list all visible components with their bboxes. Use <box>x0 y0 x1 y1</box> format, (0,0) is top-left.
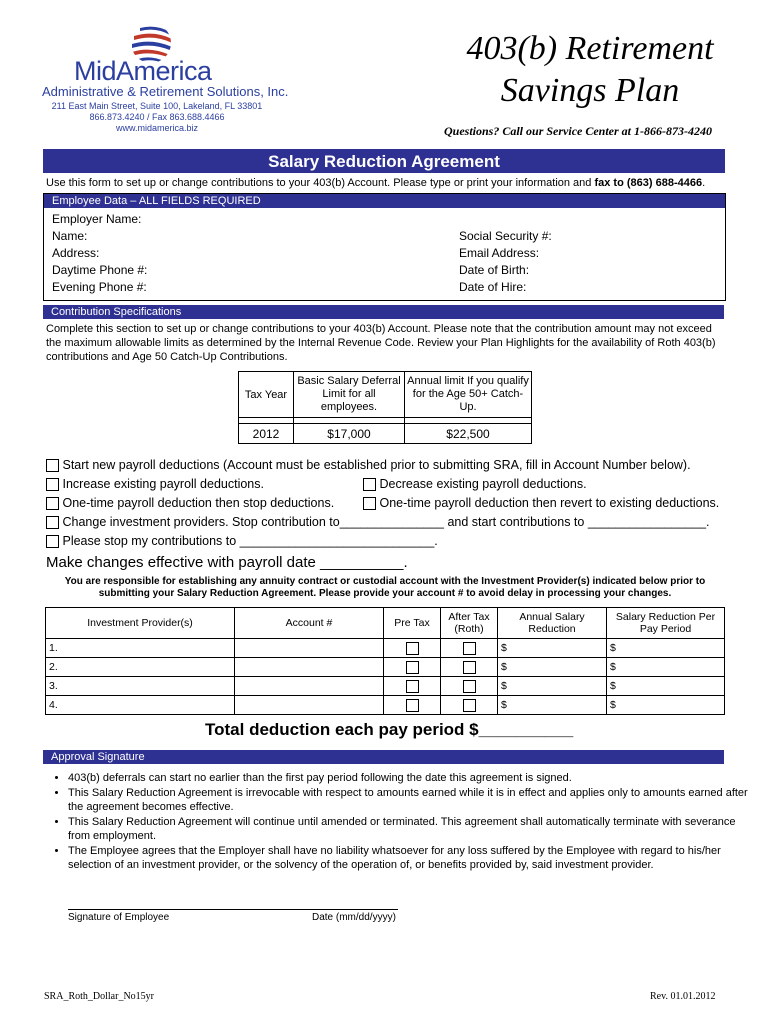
list-item: • The Employee agrees that the Employer shall have no liability whatsoever for any loss suffered by the Employee with regard to his/her selection of an investment provider, or the solvency of the operation of, or benefits provided by, said investment provider. <box>68 844 748 872</box>
start-deductions-checkbox[interactable] <box>46 459 59 472</box>
period-amount-cell[interactable]: $ <box>607 677 725 696</box>
intro-end: . <box>702 177 706 189</box>
plan-title <box>440 28 740 112</box>
annual-amount-cell[interactable]: $ <box>498 639 607 658</box>
date-label: Date (mm/dd/yyyy) <box>312 912 396 923</box>
hire-date-field[interactable]: Date of Hire: <box>459 280 527 294</box>
address-field[interactable]: Address: <box>52 246 100 260</box>
intro-text <box>46 177 705 189</box>
aftertax-checkbox[interactable] <box>463 680 476 693</box>
annual-reduction-header: Annual Salary Reduction <box>498 608 607 639</box>
aftertax-checkbox[interactable] <box>463 699 476 712</box>
catchup-limit-value: $22,500 <box>405 424 532 444</box>
list-item: • 403(b) deferrals can start no earlier than the first pay period following the date this agreement is signed. <box>68 771 748 785</box>
increase-checkbox[interactable] <box>46 478 59 491</box>
stop-contributions-label: Please stop my contributions to ____________________________. <box>62 534 438 548</box>
account-cell[interactable] <box>235 696 384 715</box>
contribution-limits-table <box>238 371 532 444</box>
catchup-limit-header: Annual limit If you qualify for the Age 50+ Catch-Up. <box>405 372 532 418</box>
approval-terms-list <box>46 771 748 873</box>
dob-field[interactable]: Date of Birth: <box>459 263 530 277</box>
basic-limit-header: Basic Salary Deferral Limit for all employees. <box>294 372 405 418</box>
plan-title-line1: 403(b) Retirement <box>466 30 714 67</box>
period-amount-cell[interactable]: $ <box>607 639 725 658</box>
contribution-header: Contribution Specifications <box>43 305 724 319</box>
approval-header: Approval Signature <box>43 750 724 764</box>
company-website: www.midamerica.biz <box>115 123 199 133</box>
onetime-stop-label: One-time payroll deduction then stop deductions. <box>62 496 335 510</box>
employee-data-header: Employee Data – ALL FIELDS REQUIRED <box>44 194 725 208</box>
annual-amount-cell[interactable]: $ <box>498 677 607 696</box>
service-center-line: Questions? Call our Service Center at 1-866-873-4240 <box>444 124 713 138</box>
account-cell[interactable] <box>235 639 384 658</box>
ssn-field[interactable]: Social Security #: <box>459 229 552 243</box>
change-providers-checkbox[interactable] <box>46 516 59 529</box>
pretax-checkbox[interactable] <box>406 699 419 712</box>
onetime-stop-checkbox[interactable] <box>46 497 59 510</box>
annual-amount-cell[interactable]: $ <box>498 696 607 715</box>
period-amount-cell[interactable]: $ <box>607 658 725 677</box>
email-field[interactable]: Email Address: <box>459 246 540 260</box>
payroll-options <box>46 456 736 551</box>
per-period-header: Salary Reduction Per Pay Period <box>607 608 725 639</box>
account-header: Account # <box>235 608 384 639</box>
row-number[interactable]: 3. <box>46 677 235 696</box>
pretax-checkbox[interactable] <box>406 661 419 674</box>
pretax-checkbox[interactable] <box>406 642 419 655</box>
intro-fax: fax to (863) 688-4466 <box>594 177 703 189</box>
revision-date: Rev. 01.01.2012 <box>650 991 716 1002</box>
signature-label: Signature of Employee <box>68 912 170 923</box>
table-row <box>46 677 725 696</box>
decrease-label: Decrease existing payroll deductions. <box>379 477 587 491</box>
intro-main: Use this form to set up or change contributions to your 403(b) Account. Please type or print your information and <box>46 177 595 189</box>
pretax-header: Pre Tax <box>384 608 441 639</box>
row-number[interactable]: 2. <box>46 658 235 677</box>
provider-header: Investment Provider(s) <box>46 608 235 639</box>
increase-label: Increase existing payroll deductions. <box>62 477 264 491</box>
row-number[interactable]: 1. <box>46 639 235 658</box>
plan-title-line2: Savings Plan <box>500 72 680 109</box>
form-title-banner: Salary Reduction Agreement <box>43 149 725 173</box>
decrease-checkbox[interactable] <box>363 478 376 491</box>
effective-date-line[interactable]: Make changes effective with payroll date __________. <box>46 554 408 571</box>
company-address: 211 East Main Street, Suite 100, Lakeland, FL 33801 <box>51 101 263 111</box>
contribution-paragraph: Complete this section to set up or change contributions to your 403(b) Account. Please note that the contribution amount may not exceed the maximum allowable limits as determined by the Internal Revenue Code. Review your Plan Highlights for the availability of Roth 403(b) contributions and Age 50 Catch-Up Contributions. <box>46 323 716 363</box>
daytime-phone-field[interactable]: Daytime Phone #: <box>52 263 148 277</box>
investment-provider-table <box>45 607 725 715</box>
employer-name-field[interactable]: Employer Name: <box>52 212 142 226</box>
company-logo-subtitle: Administrative & Retirement Solutions, Inc. <box>42 84 289 99</box>
total-deduction-line[interactable]: Total deduction each pay period $__________ <box>205 720 574 739</box>
aftertax-checkbox[interactable] <box>463 642 476 655</box>
onetime-revert-label: One-time payroll deduction then revert to existing deductions. <box>379 496 720 510</box>
basic-limit-value: $17,000 <box>294 424 405 444</box>
table-row <box>46 639 725 658</box>
table-row <box>46 696 725 715</box>
evening-phone-field[interactable]: Evening Phone #: <box>52 280 147 294</box>
pretax-checkbox[interactable] <box>406 680 419 693</box>
form-code: SRA_Roth_Dollar_No15yr <box>44 991 154 1002</box>
row-number[interactable]: 4. <box>46 696 235 715</box>
account-cell[interactable] <box>235 677 384 696</box>
annual-amount-cell[interactable]: $ <box>498 658 607 677</box>
change-providers-label: Change investment providers. Stop contribution to_______________ and start contributions to _________________. <box>62 515 710 529</box>
employee-data-section <box>43 193 726 301</box>
list-item: • This Salary Reduction Agreement will continue until amended or terminated. This agreement shall automatically terminate with severance from employment. <box>68 815 748 843</box>
name-field[interactable]: Name: <box>52 229 88 243</box>
table-row <box>46 658 725 677</box>
list-item: • This Salary Reduction Agreement is irrevocable with respect to amounts earned while it is in effect and applies only to amounts earned after the agreement becomes effective. <box>68 786 748 814</box>
company-logo-name: MidAmerica <box>74 56 212 86</box>
start-deductions-label: Start new payroll deductions (Account must be established prior to submitting SRA, fill in Account Number below). <box>62 458 691 472</box>
signature-line[interactable] <box>68 909 398 910</box>
responsibility-notice: You are responsible for establishing any annuity contract or custodial account with the Investment Provider(s) indicated below prior to submitting your Salary Reduction Agreement. Please provide your account # to avoid delay in processing your changes. <box>64 576 706 599</box>
onetime-revert-checkbox[interactable] <box>363 497 376 510</box>
aftertax-checkbox[interactable] <box>463 661 476 674</box>
aftertax-header: After Tax (Roth) <box>441 608 498 639</box>
stop-contributions-checkbox[interactable] <box>46 535 59 548</box>
tax-year-header: Tax Year <box>239 372 294 418</box>
period-amount-cell[interactable]: $ <box>607 696 725 715</box>
tax-year-value: 2012 <box>239 424 294 444</box>
company-phones: 866.873.4240 / Fax 863.688.4466 <box>89 112 225 122</box>
account-cell[interactable] <box>235 658 384 677</box>
